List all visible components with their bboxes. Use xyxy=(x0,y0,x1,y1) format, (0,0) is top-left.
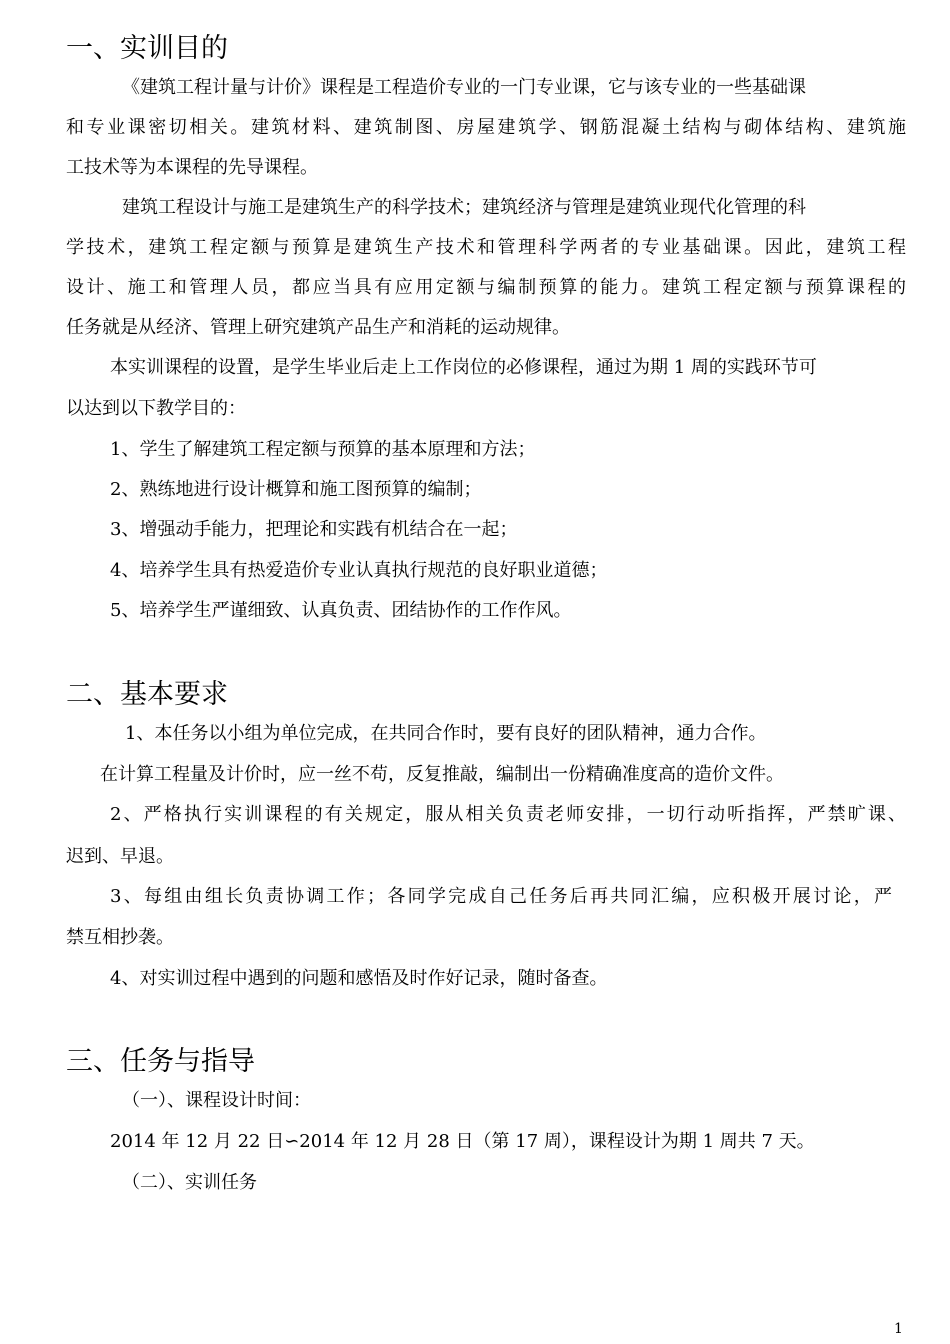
paragraph-line: 建筑工程设计与施工是建筑生产的科学技术；建筑经济与管理是建筑业现代化管理的科 xyxy=(122,197,806,218)
subsection-title: （一）、课程设计时间： xyxy=(122,1090,311,1111)
paragraph-line: 迟到、早退。 xyxy=(66,846,174,867)
paragraph-line: 工技术等为本课程的先导课程。 xyxy=(66,157,318,178)
paragraph-line: 设计、施工和管理人员，都应当具有应用定额与编制预算的能力。建筑工程定额与预算课程的 xyxy=(66,277,906,298)
paragraph-line: 以达到以下教学目的： xyxy=(66,398,246,419)
section-heading-3: 三、任务与指导 xyxy=(66,1046,255,1077)
paragraph-line: 禁互相抄袭。 xyxy=(66,927,174,948)
list-item: 5、培养学生严谨细致、认真负责、团结协作的工作作风。 xyxy=(110,600,572,621)
paragraph-line: 和专业课密切相关。建筑材料、建筑制图、房屋建筑学、钢筋混凝土结构与砌体结构、建筑施 xyxy=(66,117,906,138)
section-heading-2: 二、基本要求 xyxy=(66,679,228,710)
subsection-title: （二）、实训任务 xyxy=(122,1172,257,1193)
paragraph-line: 任务就是从经济、管理上研究建筑产品生产和消耗的运动规律。 xyxy=(66,317,570,338)
list-item: 4、培养学生具有热爱造价专业认真执行规范的良好职业道德； xyxy=(110,560,608,581)
paragraph-line: 4、对实训过程中遇到的问题和感悟及时作好记录，随时备查。 xyxy=(110,968,608,989)
list-item: 3、增强动手能力，把理论和实践有机结合在一起； xyxy=(110,519,518,540)
paragraph-line: 2、严格执行实训课程的有关规定，服从相关负责老师安排，一切行动听指挥，严禁旷课、 xyxy=(110,804,906,825)
list-item: 2、熟练地进行设计概算和施工图预算的编制； xyxy=(110,479,482,500)
paragraph-line: 学技术，建筑工程定额与预算是建筑生产技术和管理科学两者的专业基础课。因此，建筑工程 xyxy=(66,237,906,258)
paragraph-line: 《建筑工程计量与计价》课程是工程造价专业的一门专业课，它与该专业的一些基础课 xyxy=(122,77,806,98)
paragraph-line: 在计算工程量及计价时，应一丝不苟，反复推敲，编制出一份精确准度高的造价文件。 xyxy=(100,764,784,785)
paragraph-line: 1、本任务以小组为单位完成，在共同合作时，要有良好的团队精神，通力合作。 xyxy=(125,723,767,744)
list-item: 1、学生了解建筑工程定额与预算的基本原理和方法； xyxy=(110,439,536,460)
paragraph-line: 2014 年 12 月 22 日∽2014 年 12 月 28 日（第 17 周），课程设计为期 1 周共 7 天。 xyxy=(110,1131,815,1152)
paragraph-line: 本实训课程的设置，是学生毕业后走上工作岗位的必修课程，通过为期 1 周的实践环节可 xyxy=(110,357,817,378)
paragraph-line: 3、每组由组长负责协调工作；各同学完成自己任务后再共同汇编，应积极开展讨论，严 xyxy=(110,886,892,907)
page-number: 1 xyxy=(894,1321,903,1337)
section-heading-1: 一、实训目的 xyxy=(66,33,228,64)
